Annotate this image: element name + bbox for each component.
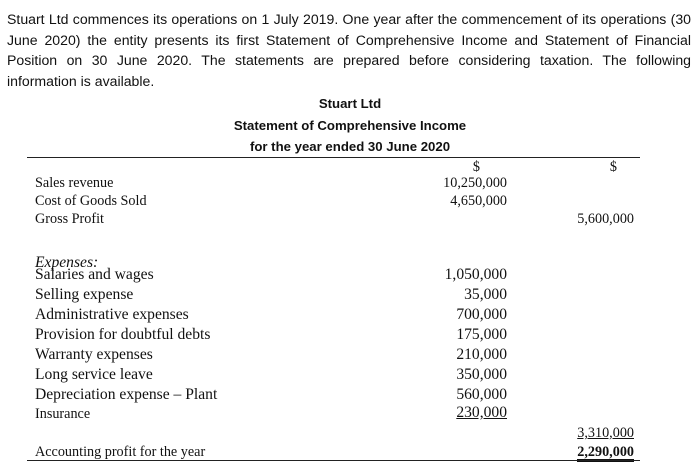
col3-header: $ (609, 159, 617, 175)
expense-value: 1,050,000 (444, 266, 507, 283)
total-expenses-value: 3,310,000 (577, 425, 634, 441)
expense-value: 175,000 (456, 326, 507, 343)
expense-value: 230,000 (456, 404, 507, 421)
expense-label: Selling expense (35, 286, 134, 303)
statement-title: Statement of Comprehensive Income (233, 118, 467, 133)
expense-value: 350,000 (456, 366, 507, 383)
expense-value: 210,000 (456, 346, 507, 363)
expense-label: Warranty expenses (35, 346, 153, 363)
bottom-rule (27, 460, 640, 461)
cogs-value: 4,650,000 (450, 193, 507, 209)
sales-label: Sales revenue (35, 175, 114, 191)
expenses-heading: Expenses: (35, 254, 99, 271)
expense-label: Administrative expenses (35, 306, 189, 323)
profit-label: Accounting profit for the year (35, 444, 206, 460)
sales-value: 10,250,000 (443, 175, 507, 191)
expense-label: Depreciation expense – Plant (35, 386, 218, 403)
top-rule (27, 157, 640, 158)
profit-value: 2,290,000 (577, 444, 634, 460)
expense-value: 35,000 (464, 286, 507, 303)
gross-profit-label: Gross Profit (35, 211, 104, 227)
expense-label: Long service leave (35, 366, 153, 383)
expense-value: 560,000 (456, 386, 507, 403)
statement-period: for the year ended 30 June 2020 (249, 139, 451, 154)
expense-label: Provision for doubtful debts (35, 326, 211, 343)
company-name: Stuart Ltd (318, 96, 382, 111)
gross-profit-value: 5,600,000 (577, 211, 634, 227)
cogs-label: Cost of Goods Sold (35, 193, 147, 209)
expense-label: Salaries and wages (35, 266, 154, 283)
expense-label: Insurance (35, 406, 91, 422)
expense-value: 700,000 (456, 306, 507, 323)
intro-paragraph: Stuart Ltd commences its operations on 1 July 2019. One year after the commencement of its operations (30 June 2020) the entity presents its first Statement of Comprehensive Income and Statement of Financial Position on 30 June 2020. The statements are prepared before considering taxation. The following information is available. (7, 11, 691, 89)
col2-header: $ (472, 159, 480, 175)
